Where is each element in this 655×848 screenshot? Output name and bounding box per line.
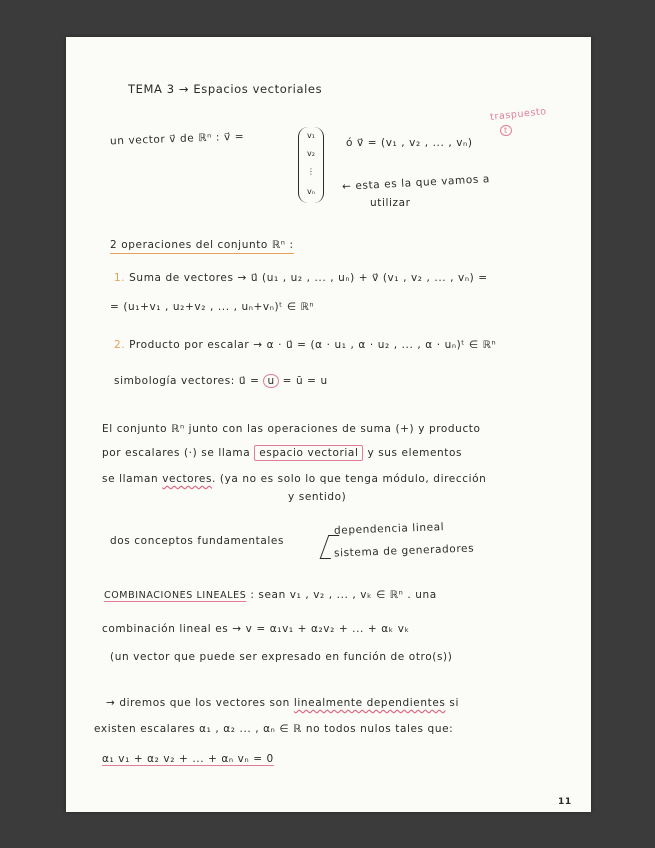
sum-line [114, 272, 488, 284]
concept-linear-dependence: dependencia lineal [333, 521, 445, 537]
symbology-line [114, 375, 328, 387]
operations-heading: 2 operaciones del conjunto ℝⁿ : [110, 239, 294, 254]
concepts-lead: dos conceptos fundamentales [110, 535, 285, 547]
column-vector [298, 127, 324, 203]
paragraph-line-1: El conjunto ℝⁿ junto con las operaciones de suma (+) y producto [102, 423, 481, 435]
symbology-suffix: = ū = u [282, 375, 328, 387]
paragraph-line-3b: . (ya no es solo lo que tenga módulo, dirección [212, 473, 487, 485]
symbology-prefix: simbología vectores: u⃗ = [114, 375, 260, 387]
column-vector-entry: ⋮ [307, 167, 315, 176]
paragraph-line-3 [102, 473, 486, 485]
combinations-line-3: (un vector que puede ser expresado en función de otro(s)) [110, 651, 453, 663]
sum-text: Suma de vectores → u⃗ (u₁ , u₂ , ... , uₙ) + v⃗ (v₁ , v₂ , ... , vₙ) = [129, 272, 488, 284]
sum-number: 1. [114, 272, 126, 284]
paragraph-line-3a: se llaman [102, 473, 159, 485]
page-title: TEMA 3 → Espacios vectoriales [128, 82, 323, 96]
column-note: ← esta es la que vamos a [341, 173, 491, 193]
transpose-mark: t [500, 125, 512, 136]
paragraph-line-2 [102, 447, 462, 459]
combinations-line-1 [104, 589, 437, 601]
dependence-equation: α₁ v₁ + α₂ v₂ + ... + αₙ vₙ = 0 [102, 753, 274, 765]
dependence-if: si [449, 697, 459, 709]
transpose-label: traspuesto [489, 106, 548, 123]
vector-definition: un vector v⃗ de ℝⁿ : v⃗ = [109, 130, 245, 148]
notebook-page [66, 37, 591, 812]
vectors-term: vectores [162, 473, 213, 485]
product-number: 2. [114, 339, 126, 351]
row-vector-alt: ó v⃗ = (v₁ , v₂ , ... , vₙ) [346, 137, 473, 149]
symbology-circled: u [263, 374, 278, 388]
paragraph-line-2b: y sus elementos [367, 447, 463, 459]
sum-result: = (u₁+v₁ , u₂+v₂ , ... , uₙ+vₙ)ᵗ ∈ ℝⁿ [110, 301, 315, 313]
combinations-heading: COMBINACIONES LINEALES [104, 590, 247, 601]
combinations-intro: : sean v₁ , v₂ , ... , vₖ ∈ ℝⁿ . una [250, 589, 437, 601]
combinations-line-2: combinación lineal es → v = α₁v₁ + α₂v₂ + ... + αₖ vₖ [102, 623, 410, 635]
concept-generating-set: sistema de generadores [333, 542, 475, 560]
dependence-line-1 [106, 697, 459, 709]
linearly-dependent-term: linealmente dependientes [293, 697, 446, 709]
dependence-lead: → diremos que los vectores son [106, 697, 290, 709]
product-line [114, 339, 496, 351]
vector-space-term: espacio vectorial [254, 445, 363, 461]
column-vector-entry: v₂ [307, 149, 315, 158]
column-note-cont: utilizar [370, 197, 411, 209]
paragraph-line-4: y sentido) [288, 491, 347, 503]
paragraph-line-2a: por escalares (·) se llama [102, 447, 251, 459]
page-number: 11 [558, 797, 572, 807]
product-text: Producto por escalar → α · u⃗ = (α · u₁ , α · u₂ , ... , α · uₙ)ᵗ ∈ ℝⁿ [129, 339, 497, 351]
column-vector-entry: v₁ [307, 131, 315, 140]
dependence-line-2: existen escalares α₁ , α₂ ... , αₙ ∈ ℝ no todos nulos tales que: [94, 723, 454, 735]
column-vector-entry: vₙ [307, 187, 315, 196]
